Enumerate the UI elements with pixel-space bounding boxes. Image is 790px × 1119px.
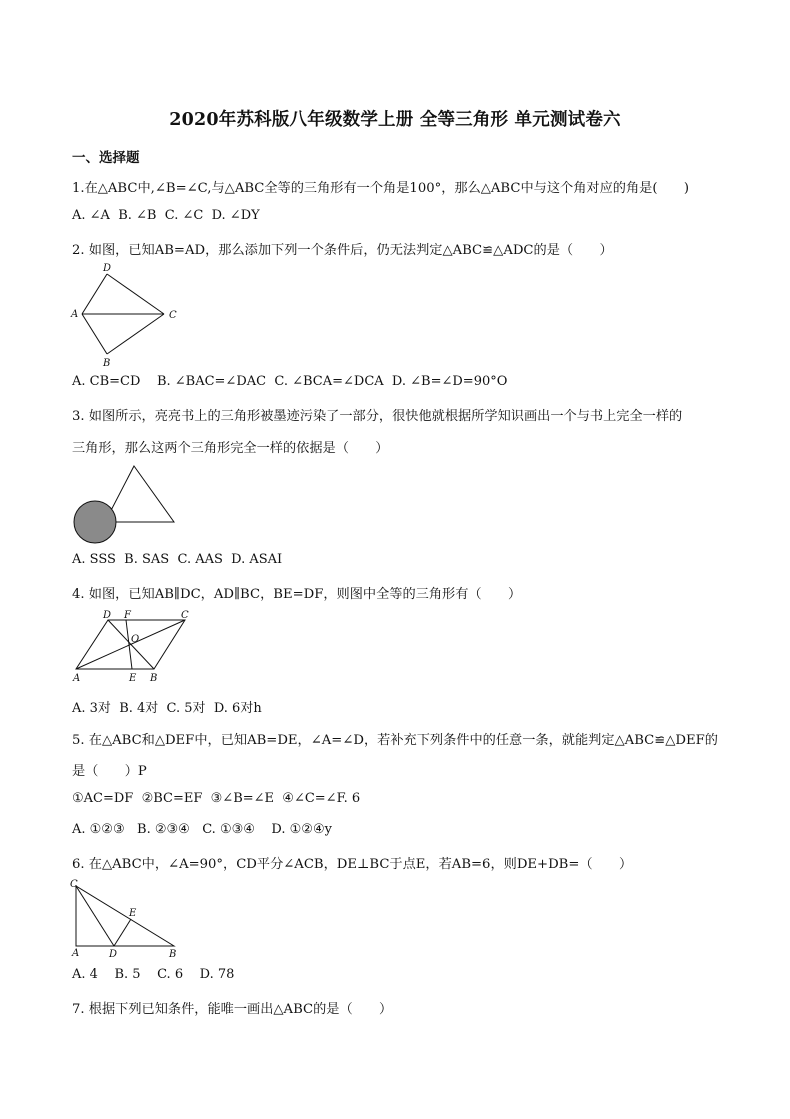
- question-5-stem-line-1: 5. 在△ABC和△DEF中，已知AB=DE，∠A=∠D，若补充下列条件中的任意一条，就能判定△ABC≌△DEF的: [72, 733, 718, 748]
- figure-4-label-o: O: [131, 634, 140, 645]
- question-3-stem-line-2: 三角形，那么这两个三角形完全一样的依据是（ ）: [72, 441, 389, 456]
- figure-4-label-f: F: [124, 610, 131, 621]
- question-1-stem: 1.在△ABC中,∠B=∠C,与△ABC全等的三角形有一个角是100°，那么△ABC中与这个角对应的角是( ): [72, 181, 689, 196]
- question-4-figure: [68, 608, 198, 684]
- figure-6-label-b: B: [169, 949, 177, 960]
- question-2-figure: [68, 262, 188, 370]
- figure-4-label-a: A: [73, 673, 81, 684]
- figure-6-label-c: C: [70, 879, 78, 890]
- question-5-options: A. ①②③ B. ②③④ C. ①③④ D. ①②④y: [72, 822, 332, 837]
- question-5-stem-line-2: 是（ ）P: [72, 764, 147, 779]
- figure-2-label-c: C: [169, 310, 177, 321]
- question-1-options: A. ∠A B. ∠B C. ∠C D. ∠DY: [72, 208, 260, 223]
- question-6-figure: [68, 876, 188, 960]
- question-7-stem: 7. 根据下列已知条件，能唯一画出△ABC的是（ ）: [72, 1002, 393, 1017]
- section-heading: 一、选择题: [72, 150, 140, 166]
- figure-2-label-d: D: [103, 263, 112, 274]
- figure-6-label-d: D: [109, 949, 118, 960]
- question-3-figure: [70, 462, 180, 546]
- figure-4-label-d: D: [103, 610, 112, 621]
- question-3-options: A. SSS B. SAS C. AAS D. ASAI: [72, 552, 283, 567]
- ink-blot: [74, 501, 116, 543]
- question-5-conditions: ①AC=DF ②BC=EF ③∠B=∠E ④∠C=∠F. 6: [72, 791, 361, 806]
- question-6-stem: 6. 在△ABC中，∠A=90°，CD平分∠ACB，DE⊥BC于点E，若AB=6，则DE+DB=（ ）: [72, 857, 633, 872]
- figure-6-label-a: A: [72, 948, 80, 959]
- figure-4-label-b: B: [150, 673, 158, 684]
- figure-6-label-e: E: [129, 908, 137, 919]
- figure-2-label-a: A: [71, 309, 79, 320]
- question-4-options: A. 3对 B. 4对 C. 5对 D. 6对h: [72, 701, 262, 716]
- page-title: 2020年苏科版八年级数学上册 全等三角形 单元测试卷六: [169, 110, 621, 130]
- question-3-stem-line-1: 3. 如图所示，亮亮书上的三角形被墨迹污染了一部分，很快他就根据所学知识画出一个与书上完全一样的: [72, 409, 683, 424]
- question-2-options: A. CB=CD B. ∠BAC=∠DAC C. ∠BCA=∠DCA D. ∠B=∠D=90°O: [72, 374, 508, 389]
- figure-2-label-b: B: [103, 358, 111, 369]
- question-2-stem: 2. 如图，已知AB=AD，那么添加下列一个条件后，仍无法判定△ABC≌△ADC的是（ ）: [72, 243, 613, 258]
- question-6-options: A. 4 B. 5 C. 6 D. 78: [72, 967, 235, 982]
- question-4-stem: 4. 如图，已知AB∥DC，AD∥BC，BE=DF，则图中全等的三角形有（ ）: [72, 587, 522, 602]
- figure-4-label-e: E: [129, 673, 137, 684]
- figure-4-label-c: C: [181, 610, 189, 621]
